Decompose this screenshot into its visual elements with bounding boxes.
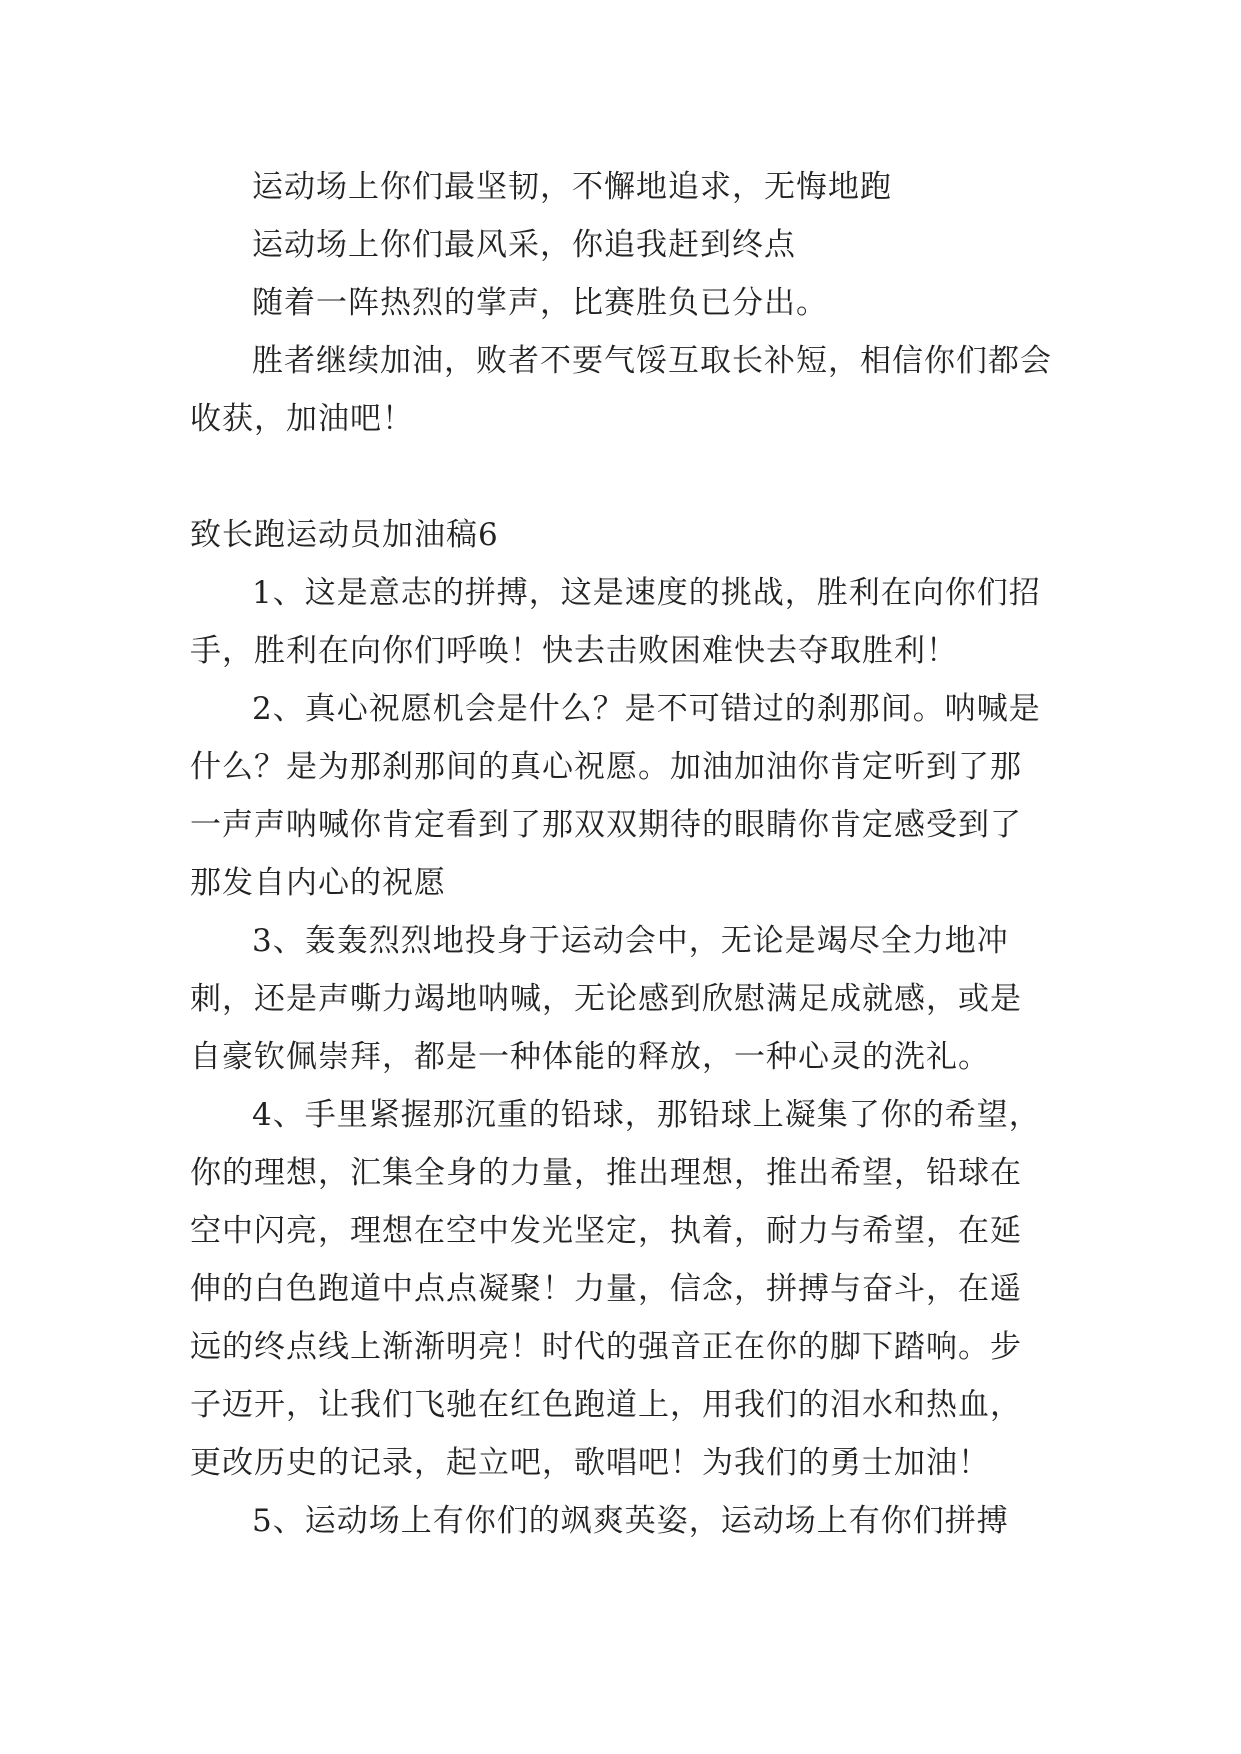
numbered-paragraph: 3、轰轰烈烈地投身于运动会中，无论是竭尽全力地冲刺，还是声嘶力竭地呐喊，无论感到欣慰满足成就感，或是自豪钦佩崇拜，都是一种体能的释放，一种心灵的洗礼。 (190, 923, 1022, 1075)
numbered-paragraph: 4、手里紧握那沉重的铅球，那铅球上凝集了你的希望，你的理想，汇集全身的力量，推出理想，推出希望，铅球在空中闪亮，理想在空中发光坚定，执着，耐力与希望，在延伸的白色跑道中点点凝聚！力量，信念，拼搏与奋斗，在遥远的终点线上渐渐明亮！时代的强音正在你的脚下踏响。步子迈开，让我们飞驰在红色跑道上，用我们的泪水和热血，更改历史的记录，起立吧，歌唱吧！为我们的勇士加油！ (190, 1097, 1041, 1481)
paragraph: 运动场上你们最风采，你追我赶到终点 (252, 227, 796, 263)
paragraph: 随着一阵热烈的掌声，比赛胜负已分出。 (252, 285, 828, 321)
paragraph: 胜者继续加油，败者不要气馁互取长补短，相信你们都会收获，加油吧！ (190, 343, 1052, 437)
numbered-paragraph: 2、真心祝愿机会是什么？是不可错过的刹那间。呐喊是什么？是为那刹那间的真心祝愿。加油加油你肯定听到了那一声声呐喊你肯定看到了那双双期待的眼睛你肯定感受到了那发自内心的祝愿 (190, 691, 1041, 901)
numbered-paragraph: 1、这是意志的拼搏，这是速度的挑战，胜利在向你们招手，胜利在向你们呼唤！快去击败困难快去夺取胜利！ (190, 575, 1041, 669)
paragraph: 运动场上你们最坚韧，不懈地追求，无悔地跑 (252, 169, 892, 205)
document-body (190, 158, 1052, 1550)
section-spacer (190, 448, 1052, 506)
section-title: 致长跑运动员加油稿6 (190, 517, 499, 553)
numbered-paragraph: 5、运动场上有你们的飒爽英姿，运动场上有你们拼搏 (252, 1503, 1009, 1539)
